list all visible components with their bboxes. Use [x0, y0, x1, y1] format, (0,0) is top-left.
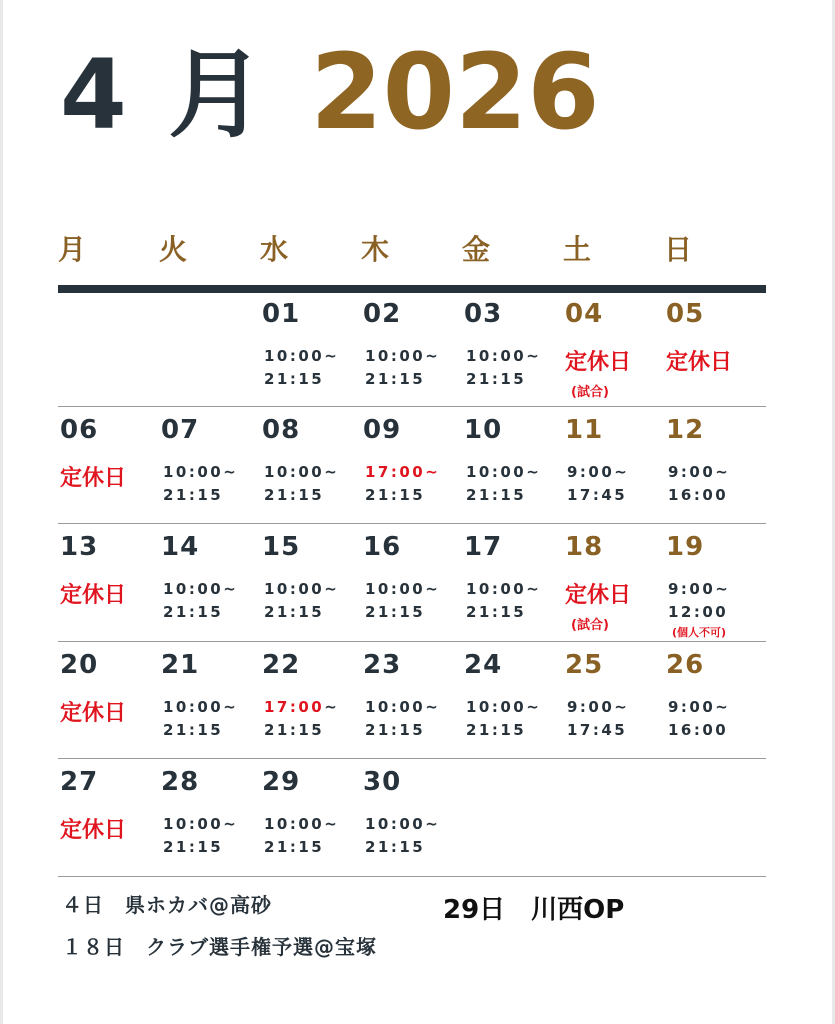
day-cell	[664, 293, 764, 409]
day-number: 19	[666, 532, 705, 562]
opening-hours	[668, 461, 730, 507]
day-number: 02	[363, 299, 402, 329]
closing-time: 21:15	[466, 486, 527, 504]
closing-time: 21:15	[365, 370, 426, 388]
day-cell	[462, 409, 562, 525]
opening-time: 10:00~	[264, 815, 340, 833]
opening-hours	[668, 578, 730, 624]
closing-time: 21:15	[365, 838, 426, 856]
opening-hours	[163, 578, 238, 624]
closing-time: 21:15	[466, 603, 527, 621]
opening-time: 9:00~	[668, 698, 731, 716]
day-cell	[58, 409, 158, 525]
opening-hours	[466, 345, 541, 391]
opening-hours	[466, 461, 541, 507]
opening-hours	[466, 578, 541, 624]
closing-time: 17:45	[567, 486, 628, 504]
closing-time: 16:00	[668, 721, 729, 739]
day-cell	[260, 644, 360, 760]
closed-label: 定休日	[60, 466, 127, 491]
opening-time: 10:00~	[365, 815, 441, 833]
restriction-note: (個人不可)	[672, 626, 727, 639]
day-cell	[563, 526, 663, 642]
day-cell	[260, 293, 360, 409]
day-cell	[563, 409, 663, 525]
day-number: 04	[565, 299, 604, 329]
month-label: 4 月	[60, 39, 269, 151]
weekday-sun: 日	[664, 233, 693, 266]
day-cell	[361, 293, 461, 409]
opening-time-tilde: ~	[324, 698, 340, 716]
opening-time: 10:00~	[264, 580, 340, 598]
opening-time: 9:00~	[567, 698, 630, 716]
event-note-3: 29日 川西OP	[443, 895, 625, 925]
day-cell	[664, 644, 764, 760]
closing-time: 21:15	[264, 603, 325, 621]
weekday-header	[58, 228, 768, 272]
header-divider	[58, 285, 766, 293]
opening-time: 10:00~	[466, 347, 542, 365]
day-number: 30	[363, 767, 402, 797]
day-cell	[58, 644, 158, 760]
opening-time: 10:00~	[365, 580, 441, 598]
opening-hours	[668, 696, 730, 742]
day-cell	[361, 409, 461, 525]
opening-hours	[567, 696, 629, 742]
day-number: 07	[161, 415, 200, 445]
day-number: 03	[464, 299, 503, 329]
day-cell	[462, 526, 562, 642]
opening-hours	[365, 461, 440, 507]
opening-hours	[365, 813, 440, 859]
opening-time: 10:00~	[466, 463, 542, 481]
opening-hours	[163, 696, 238, 742]
opening-hours	[163, 813, 238, 859]
closing-time: 12:00	[668, 603, 729, 621]
weekday-mon: 月	[58, 233, 87, 266]
opening-time: 17:00~	[365, 463, 441, 481]
day-number: 09	[363, 415, 402, 445]
opening-hours	[264, 578, 339, 624]
day-cell	[260, 761, 360, 877]
day-cell	[58, 526, 158, 642]
closing-time: 21:15	[466, 721, 527, 739]
day-cell	[260, 526, 360, 642]
day-number: 15	[262, 532, 301, 562]
opening-time: 10:00~	[264, 463, 340, 481]
match-note: (試合)	[571, 385, 609, 400]
day-number: 27	[60, 767, 99, 797]
day-number: 22	[262, 650, 301, 680]
weekday-wed: 水	[260, 233, 289, 266]
weekday-thu: 木	[361, 233, 390, 266]
opening-time: 9:00~	[668, 463, 731, 481]
opening-time: 10:00~	[264, 347, 340, 365]
year-label: 2026	[310, 31, 600, 153]
opening-time: 10:00~	[163, 815, 239, 833]
opening-hours	[163, 461, 238, 507]
day-number: 16	[363, 532, 402, 562]
opening-time	[264, 696, 339, 719]
closing-time: 21:15	[264, 721, 325, 739]
day-number: 06	[60, 415, 99, 445]
day-cell	[159, 409, 259, 525]
closed-label: 定休日	[60, 701, 127, 726]
day-cell	[563, 293, 663, 409]
day-number: 14	[161, 532, 200, 562]
opening-time: 10:00~	[365, 347, 441, 365]
day-number: 23	[363, 650, 402, 680]
day-number: 08	[262, 415, 301, 445]
match-note: (試合)	[571, 618, 609, 633]
weekday-sat: 土	[563, 233, 592, 266]
opening-hours	[567, 461, 629, 507]
day-number: 18	[565, 532, 604, 562]
day-number: 20	[60, 650, 99, 680]
closed-label: 定休日	[60, 818, 127, 843]
opening-time-highlight: 17:00	[264, 698, 325, 716]
day-cell	[361, 526, 461, 642]
closed-label: 定休日	[565, 350, 632, 375]
closed-label: 定休日	[565, 583, 632, 608]
day-number: 26	[666, 650, 705, 680]
day-number: 12	[666, 415, 705, 445]
closing-time: 21:15	[466, 370, 527, 388]
day-number: 24	[464, 650, 503, 680]
opening-hours	[264, 461, 339, 507]
closing-time: 21:15	[365, 486, 426, 504]
day-number: 11	[565, 415, 604, 445]
day-cell	[462, 644, 562, 760]
closing-time: 21:15	[163, 721, 224, 739]
day-number: 28	[161, 767, 200, 797]
closing-time: 21:15	[264, 486, 325, 504]
opening-time: 10:00~	[365, 698, 441, 716]
closed-label: 定休日	[60, 583, 127, 608]
day-number: 25	[565, 650, 604, 680]
day-cell	[664, 409, 764, 525]
opening-time: 9:00~	[567, 463, 630, 481]
opening-hours	[264, 345, 339, 391]
day-number: 10	[464, 415, 503, 445]
opening-time: 10:00~	[466, 698, 542, 716]
weekday-tue: 火	[159, 233, 188, 266]
opening-hours	[365, 696, 440, 742]
opening-time: 10:00~	[163, 698, 239, 716]
event-note-1: ４日 県ホカバ@高砂	[62, 893, 272, 917]
day-cell	[260, 409, 360, 525]
closing-time: 21:15	[365, 603, 426, 621]
closing-time: 21:15	[163, 486, 224, 504]
opening-hours	[466, 696, 541, 742]
event-note-2: １８日 クラブ選手権予選@宝塚	[62, 935, 377, 959]
day-cell	[159, 526, 259, 642]
closing-time: 21:15	[264, 838, 325, 856]
opening-time: 10:00~	[163, 463, 239, 481]
day-cell	[664, 526, 764, 642]
closing-time: 17:45	[567, 721, 628, 739]
day-cell	[159, 644, 259, 760]
opening-hours	[365, 345, 440, 391]
day-number: 21	[161, 650, 200, 680]
day-cell	[361, 761, 461, 877]
closing-time: 21:15	[163, 838, 224, 856]
closing-time: 21:15	[365, 721, 426, 739]
day-cell	[462, 293, 562, 409]
day-number: 05	[666, 299, 705, 329]
day-cell	[159, 761, 259, 877]
opening-hours	[264, 696, 339, 742]
opening-time: 10:00~	[466, 580, 542, 598]
day-number: 29	[262, 767, 301, 797]
day-cell	[58, 761, 158, 877]
opening-hours	[365, 578, 440, 624]
opening-hours	[264, 813, 339, 859]
closed-label: 定休日	[666, 350, 733, 375]
day-number: 17	[464, 532, 503, 562]
closing-time: 21:15	[163, 603, 224, 621]
opening-time: 10:00~	[163, 580, 239, 598]
weekday-fri: 金	[462, 233, 491, 266]
closing-time: 21:15	[264, 370, 325, 388]
day-cell	[361, 644, 461, 760]
calendar-title	[60, 31, 600, 160]
day-number: 01	[262, 299, 301, 329]
closing-time: 16:00	[668, 486, 729, 504]
day-number: 13	[60, 532, 99, 562]
opening-time: 9:00~	[668, 580, 731, 598]
day-cell	[563, 644, 663, 760]
